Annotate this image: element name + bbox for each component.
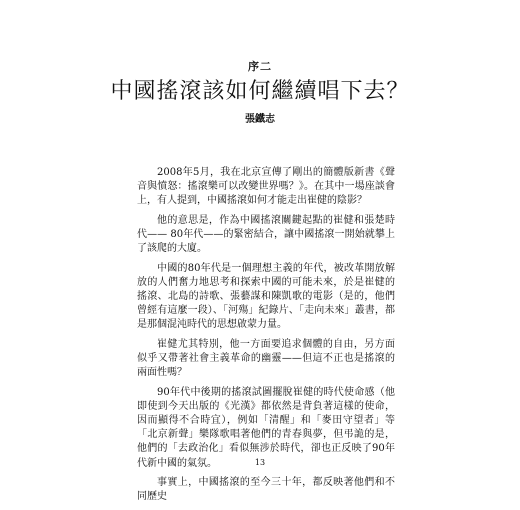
- paragraph: 崔健尤其特別，他一方面要追求個體的自由，另方面似乎又帶著社會主義革命的幽靈——但這不正也是搖滾的兩面性嗎？: [137, 338, 395, 379]
- author-name: 張鐵志: [245, 114, 275, 125]
- section-label: 序二: [248, 60, 272, 73]
- chapter-title: 中國搖滾該如何繼續唱下去？: [110, 79, 410, 104]
- page-number: 13: [254, 458, 266, 467]
- paragraph: 他的意思是，作為中國搖滾關鍵起點的崔健和張楚時代—— 80年代——的緊密結合，讓中國搖滾一開始就攀上了該爬的大廈。: [137, 214, 395, 255]
- paragraph: 2008年5月，我在北京宣傳了剛出的簡體版新書《聲音與憤怒：搖滾樂可以改變世界嗎？》。在其中一場座談會上，有人提到，中國搖滾如何才能走出崔健的陰影？: [137, 167, 395, 207]
- paragraph: 中國的80年代是一個理想主義的年代，被改革開放解放的人們奮力地思考和探索中國的可能未來，於是崔健的搖滾、北島的詩歌、張藝謀和陳凱歌的電影（是的，他們曾經有這麼一段）、「河殤」紀錄片、「走向未來」叢書，都是那個混沌時代的思想啟蒙力量。: [137, 262, 395, 331]
- paragraph: 90年代中後期的搖滾試圖擺脫崔健的時代使命感（他即使到今天出版的《光漢》都依然是背負著這樣的使命，因而顯得不合時宜），例如「清醒」和「麥田守望者」等「北京新聲」樂隊歌唱著他們的青春與夢，但弔詭的是，他們的「去政治化」看似無涉於時代，卻也正反映了90年代新中國的氣氛。: [137, 386, 395, 469]
- paragraph: 事實上，中國搖滾的至今三十年，都反映著他們和不同歷史: [137, 477, 395, 503]
